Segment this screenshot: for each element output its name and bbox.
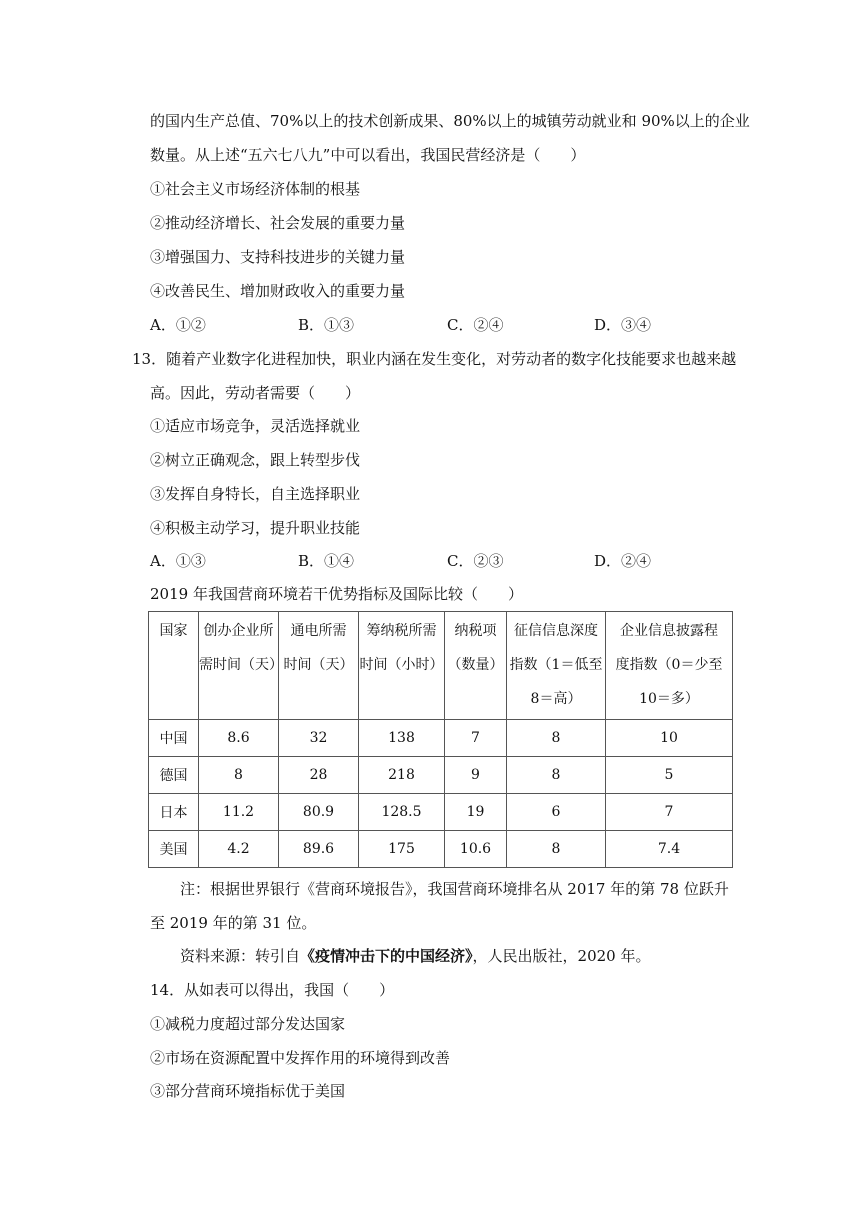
table-cell: 218 bbox=[359, 757, 445, 794]
table-cell: 4.2 bbox=[199, 831, 279, 868]
table-cell: 28 bbox=[279, 757, 359, 794]
q14-item-1: ①减税力度超过部分发达国家 bbox=[150, 1015, 346, 1033]
q13-item-3: ③发挥自身特长，自主选择职业 bbox=[150, 485, 361, 503]
table-cell: 8 bbox=[507, 720, 606, 757]
q12-options bbox=[150, 315, 750, 335]
q14-item-3: ③部分营商环境指标优于美国 bbox=[150, 1082, 346, 1100]
table-caption: 2019 年我国营商环境若干优势指标及国际比较（ ） bbox=[150, 585, 523, 603]
q13-options bbox=[150, 551, 750, 571]
table-cell: 日本 bbox=[149, 794, 199, 831]
source-suffix: ，人民出版社，2020 年。 bbox=[472, 947, 651, 965]
table-cell: 7.4 bbox=[606, 831, 733, 868]
header-disclosure-index: 企业信息披露程 度指数（0＝少至 10＝多） bbox=[606, 612, 733, 720]
table-cell: 9 bbox=[445, 757, 507, 794]
q12-stem-line-1: 的国内生产总值、70%以上的技术创新成果、80%以上的城镇劳动就业和 90%以上的企业 bbox=[150, 112, 750, 130]
source-book-title: 《疫情冲击下的中国经济》 bbox=[300, 947, 473, 965]
q13-stem-line-1: 13．随着产业数字化进程加快，职业内涵在发生变化，对劳动者的数字化技能要求也越来越 bbox=[132, 350, 737, 368]
table-cell: 128.5 bbox=[359, 794, 445, 831]
header-start-business-time: 创办企业所 需时间（天） bbox=[199, 612, 279, 720]
header-country: 国家 bbox=[149, 612, 199, 720]
table-cell: 8 bbox=[199, 757, 279, 794]
q13-option-c: C．②③ bbox=[447, 552, 504, 570]
table-cell: 德国 bbox=[149, 757, 199, 794]
table-cell: 6 bbox=[507, 794, 606, 831]
business-environment-table bbox=[148, 611, 733, 868]
q12-option-c: C．②④ bbox=[447, 316, 504, 334]
q13-option-b: B．①④ bbox=[298, 552, 355, 570]
table-header-row bbox=[149, 612, 733, 720]
q13-option-a: A．①③ bbox=[150, 552, 206, 570]
q14-stem: 14．从如表可以得出，我国（ ） bbox=[150, 981, 395, 999]
table-row bbox=[149, 720, 733, 757]
table-cell: 8.6 bbox=[199, 720, 279, 757]
q13-item-1: ①适应市场竞争，灵活选择就业 bbox=[150, 417, 361, 435]
table-cell: 11.2 bbox=[199, 794, 279, 831]
table-cell: 10.6 bbox=[445, 831, 507, 868]
q12-item-1: ①社会主义市场经济体制的根基 bbox=[150, 180, 361, 198]
table-cell: 5 bbox=[606, 757, 733, 794]
q12-item-3: ③增强国力、支持科技进步的关键力量 bbox=[150, 248, 406, 266]
table-cell: 19 bbox=[445, 794, 507, 831]
q12-option-d: D．③④ bbox=[594, 316, 652, 334]
table-cell: 7 bbox=[445, 720, 507, 757]
table-cell: 138 bbox=[359, 720, 445, 757]
table-cell: 10 bbox=[606, 720, 733, 757]
header-credit-info-index: 征信信息深度 指数（1＝低至 8＝高） bbox=[507, 612, 606, 720]
source-line bbox=[180, 946, 650, 966]
q13-item-2: ②树立正确观念，跟上转型步伐 bbox=[150, 451, 361, 469]
table-cell: 80.9 bbox=[279, 794, 359, 831]
q12-stem-line-2: 数量。从上述“五六七八九”中可以看出，我国民营经济是（ ） bbox=[150, 146, 586, 164]
table-row bbox=[149, 757, 733, 794]
header-tax-payments: 纳税项 （数量） bbox=[445, 612, 507, 720]
note-line-2: 至 2019 年的第 31 位。 bbox=[150, 914, 317, 932]
q13-item-4: ④积极主动学习，提升职业技能 bbox=[150, 519, 361, 537]
header-electricity-time: 通电所需 时间（天） bbox=[279, 612, 359, 720]
q12-item-2: ②推动经济增长、社会发展的重要力量 bbox=[150, 214, 406, 232]
header-tax-time: 筹纳税所需 时间（小时） bbox=[359, 612, 445, 720]
table-cell: 89.6 bbox=[279, 831, 359, 868]
table-cell: 7 bbox=[606, 794, 733, 831]
q12-item-4: ④改善民生、增加财政收入的重要力量 bbox=[150, 282, 406, 300]
q13-option-d: D．②④ bbox=[594, 552, 652, 570]
table-cell: 8 bbox=[507, 831, 606, 868]
source-prefix: 资料来源：转引自 bbox=[180, 947, 301, 965]
table-cell: 32 bbox=[279, 720, 359, 757]
table-cell: 175 bbox=[359, 831, 445, 868]
q14-item-2: ②市场在资源配置中发挥作用的环境得到改善 bbox=[150, 1049, 451, 1067]
q13-stem-line-2: 高。因此，劳动者需要（ ） bbox=[150, 384, 361, 402]
table-cell: 美国 bbox=[149, 831, 199, 868]
table-cell: 8 bbox=[507, 757, 606, 794]
note-line-1: 注：根据世界银行《营商环境报告》，我国营商环境排名从 2017 年的第 78 位跃升 bbox=[180, 880, 729, 898]
table-cell: 中国 bbox=[149, 720, 199, 757]
table-row bbox=[149, 831, 733, 868]
q12-option-a: A．①② bbox=[150, 316, 206, 334]
q12-option-b: B．①③ bbox=[298, 316, 355, 334]
table-row bbox=[149, 794, 733, 831]
